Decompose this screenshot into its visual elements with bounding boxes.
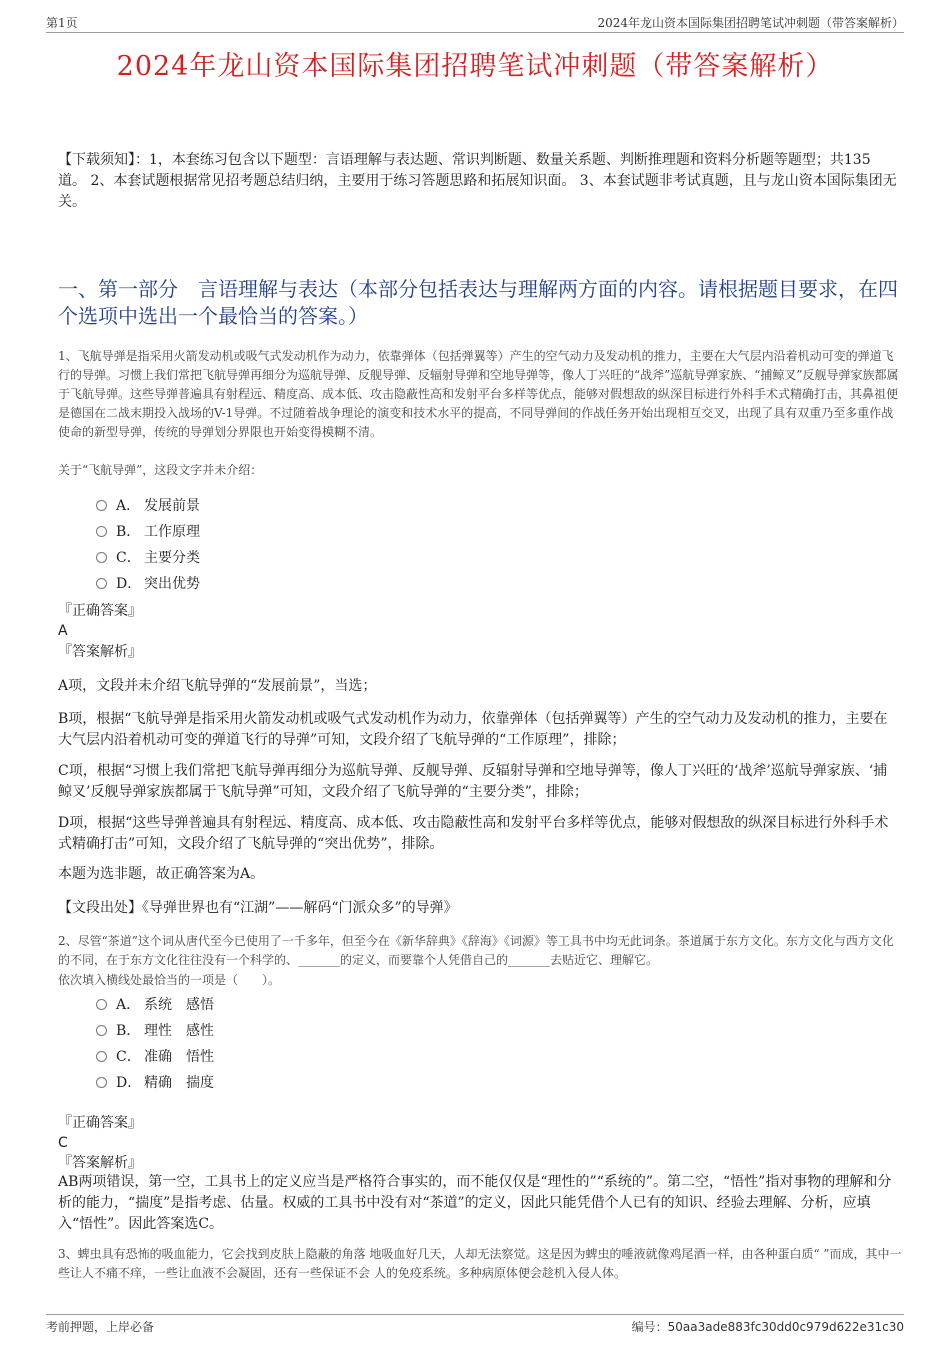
q3-stem: 3、蜱虫具有恐怖的吸血能力，它会找到皮肤上隐蔽的角落 地吸血好几天，人却无法察觉。这是因为蜱虫的唾液就像鸡尾酒一样，由各种蛋白质“ ”而成，其中一些让人不痛不痒，一些让血液不会凝固，还有一些保证不会 人的免疫系统。多种病原体便会趁机入侵人体。 <box>58 1247 902 1280</box>
radio-icon[interactable] <box>96 1077 107 1088</box>
radio-icon[interactable] <box>96 999 107 1010</box>
radio-icon[interactable] <box>96 578 107 589</box>
radio-icon[interactable] <box>96 1025 107 1036</box>
q1-answer-label: 『正确答案』 <box>58 603 142 619</box>
q2-analysis: AB两项错误，第一空，工具书上的定义应当是严格符合事实的，而不能仅仅是“理性的”“系统的”。第二空，“悟性”指对事物的理解和分析的能力，“揣度”是指考虑、估量。权威的工具书中没有对“茶道”的定义，因此只能凭借个人已有的知识、经验去理解、分析，应填入“悟性”。因此答案选C。 <box>58 1174 892 1232</box>
q1-option-b[interactable]: B． 工作原理 <box>96 519 200 545</box>
page-title: 2024年龙山资本国际集团招聘笔试冲刺题（带答案解析） <box>116 51 834 82</box>
q1-analysis-conclusion: 本题为选非题，故正确答案为A。 <box>58 866 265 882</box>
q1-analysis-a: A项，文段并未介绍飞航导弹的“发展前景”，当选； <box>58 678 377 694</box>
q2-analysis-label: 『答案解析』 <box>58 1155 142 1171</box>
radio-icon[interactable] <box>96 526 107 537</box>
footer-slogan: 考前押题，上岸必备 <box>46 1320 155 1334</box>
q1-option-c[interactable]: C． 主要分类 <box>96 545 200 571</box>
page-footer <box>46 1314 904 1333</box>
q1-analysis-label: 『答案解析』 <box>58 644 142 660</box>
q2-option-b[interactable]: B． 理性 感性 <box>96 1018 214 1044</box>
q1-analysis-c: C项，根据“习惯上我们常把飞航导弹再细分为巡航导弹、反舰导弹、反辐射导弹和空地导弹等，像人丁兴旺的‘战斧’巡航导弹家族、‘捕鲸叉’反舰导弹家族都属于飞航导弹”可知，文段介绍了飞航导弹的“主要分类”，排除； <box>58 763 888 800</box>
q1-answer: A <box>58 623 68 639</box>
q1-options <box>96 493 200 597</box>
header-doc-title: 2024年龙山资本国际集团招聘笔试冲刺题（带答案解析） <box>597 16 904 30</box>
q1-analysis-b: B项，根据“飞航导弹是指采用火箭发动机或吸气式发动机作为动力，依靠弹体（包括弹翼等）产生的空气动力及发动机的推力，主要在大气层内沿着机动可变的弹道飞行的导弹”可知，文段介绍了飞航导弹的“工作原理”，排除； <box>58 711 888 748</box>
q2-option-c[interactable]: C． 准确 悟性 <box>96 1044 214 1070</box>
q1-question: 关于“飞航导弹”，这段文字并未介绍： <box>58 463 263 477</box>
q2-answer-label: 『正确答案』 <box>58 1115 142 1131</box>
q1-option-d[interactable]: D． 突出优势 <box>96 571 200 597</box>
section-heading: 一、第一部分 言语理解与表达（本部分包括表达与理解两方面的内容。请根据题目要求，在四个选项中选出一个最恰当的答案。） <box>58 277 898 328</box>
radio-icon[interactable] <box>96 500 107 511</box>
q2-option-a[interactable]: A． 系统 感悟 <box>96 992 214 1018</box>
footer-serial: 编号：50aa3ade883fc30dd0c979d622e31c30 <box>631 1320 904 1334</box>
page-header <box>46 14 904 33</box>
page-number: 第1页 <box>46 16 78 30</box>
q1-analysis-d: D项，根据“这些导弹普遍具有射程远、精度高、成本低、攻击隐蔽性高和发射平台多样等优点，能够对假想敌的纵深目标进行外科手术式精确打击”可知，文段介绍了飞航导弹的“突出优势”，排除。 <box>58 815 889 852</box>
radio-icon[interactable] <box>96 1051 107 1062</box>
q1-source: 【文段出处】《导弹世界也有“江湖”——解码“门派众多”的导弹》 <box>58 900 458 916</box>
q1-option-a[interactable]: A． 发展前景 <box>96 493 200 519</box>
q2-options <box>96 992 214 1096</box>
q2-question: 依次填入横线处最恰当的一项是（ ）。 <box>58 973 281 987</box>
q2-answer: C <box>58 1135 68 1151</box>
download-notice: 【下载须知】：1，本套练习包含以下题型：言语理解与表达题、常识判断题、数量关系题、判断推理题和资料分析题等题型；共135道。 2、本套试题根据常见招考题总结归纳，主要用于练习答题思路和拓展知识面。 3、本套试题非考试真题，且与龙山资本国际集团无关。 <box>58 152 897 210</box>
q1-stem: 1、飞航导弹是指采用火箭发动机或吸气式发动机作为动力，依靠弹体（包括弹翼等）产生的空气动力及发动机的推力，主要在大气层内沿着机动可变的弹道飞行的导弹。习惯上我们常把飞航导弹再细分为巡航导弹、反舰导弹、反辐射导弹和空地导弹等，像人丁兴旺的“战斧”巡航导弹家族、“捕鲸叉”反舰导弹家族都属于飞航导弹。这些导弹普遍具有射程远、精度高、成本低、攻击隐蔽性高和发射平台多样等优点，能够对假想敌的纵深目标进行外科手术式精确打击，其鼻祖便是德国在二战末期投入战场的V-1导弹。不过随着战争理论的演变和技术水平的提高，不同导弹间的作战任务开始出现相互交叉，出现了具有双重乃至多重作战使命的新型导弹，传统的导弹划分界限也开始变得模糊不清。 <box>58 349 899 439</box>
q2-option-d[interactable]: D． 精确 揣度 <box>96 1070 214 1096</box>
q2-stem: 2、尽管“茶道”这个词从唐代至今已使用了一千多年，但至今在《新华辞典》《辞海》《词源》等工具书中均无此词条。茶道属于东方文化。东方文化与西方文化的不同，在于东方文化往往没有一个科学的、_______的定义，而要靠个人凭借自己的_______去贴近它、理解它。 <box>58 934 894 967</box>
radio-icon[interactable] <box>96 552 107 563</box>
